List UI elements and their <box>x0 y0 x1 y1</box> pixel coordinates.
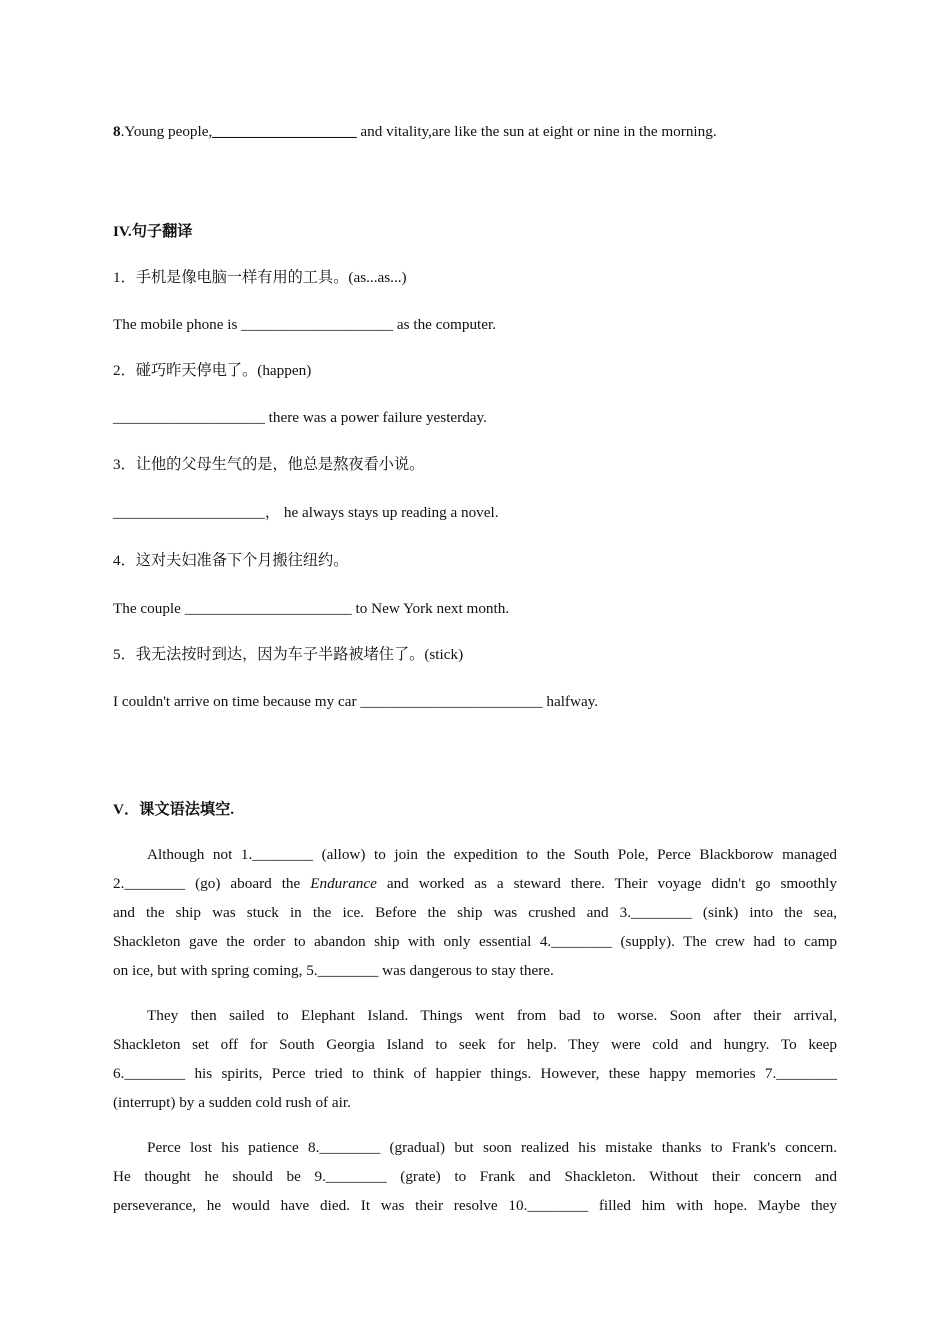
translation-prompt-3: 3．让他的父母生气的是，他总是熬夜看小说。 <box>113 456 425 473</box>
translation-answer-1[interactable]: The mobile phone is ____________________ as the computer. <box>113 316 497 333</box>
translation-prompt-4: 4．这对夫妇准备下个月搬往纽约。 <box>113 552 349 569</box>
translation-answer-4[interactable]: The couple ______________________ to New York next month. <box>113 600 510 617</box>
passage-p1-line2: 2.________ (go) aboard the Endurance and worked as a steward there. Their voyage didn't go smoothly <box>113 875 837 892</box>
passage-p1-line5: on ice, but with spring coming, 5.________ was dangerous to stay there. <box>113 962 554 979</box>
passage-p3-line1: Perce lost his patience 8.________ (gradual) but soon realized his mistake thanks to Frank's concern. <box>147 1139 837 1156</box>
question-number: 8 <box>113 123 121 140</box>
translation-answer-5[interactable]: I couldn't arrive on time because my car ________________________ halfway. <box>113 693 599 710</box>
ship-name: Endurance <box>310 875 377 892</box>
passage-p2-line3: 6.________ his spirits, Perce tried to think of happier things. However, these happy memories 7.________ <box>113 1065 837 1082</box>
translation-prompt-1: 1．手机是像电脑一样有用的工具。(as...as...) <box>113 269 407 286</box>
question-text-end: and vitality,are like the sun at eight or nine in the morning. <box>356 123 717 140</box>
translation-prompt-5: 5．我无法按时到达，因为车子半路被堵住了。(stick) <box>113 646 464 663</box>
passage-p2-line4: (interrupt) by a sudden cold rush of air. <box>113 1094 351 1111</box>
passage-p2-line2: Shackleton set off for South Georgia Island to seek for help. They were cold and hungry. To keep <box>113 1036 837 1053</box>
translation-prompt-2: 2．碰巧昨天停电了。(happen) <box>113 362 312 379</box>
passage-p2-line1: They then sailed to Elephant Island. Things went from bad to worse. Soon after their arrival, <box>147 1007 837 1024</box>
passage-p3-line2: He thought he should be 9.________ (grate) to Frank and Shackleton. Without their concern and <box>113 1168 837 1185</box>
answer-blank[interactable]: ___________________ <box>212 123 357 140</box>
section-5-title: V．课文语法填空. <box>113 801 235 818</box>
passage-p3-line3: perseverance, he would have died. It was their resolve 10.________ filled him with hope. Maybe they <box>113 1197 837 1214</box>
passage-p1-line3: and the ship was stuck in the ice. Before the ship was crushed and 3.________ (sink) into the sea, <box>113 904 837 921</box>
question-text-start: .Young people, <box>120 123 213 140</box>
translation-answer-3[interactable]: ____________________， he always stays up reading a novel. <box>113 504 499 521</box>
translation-answer-2[interactable]: ____________________ there was a power failure yesterday. <box>113 409 487 426</box>
passage-p1-line4: Shackleton gave the order to abandon ship with only essential 4.________ (supply). The crew had to camp <box>113 933 837 950</box>
question-8 <box>113 122 717 142</box>
passage-p1-line1: Although not 1.________ (allow) to join the expedition to the South Pole, Perce Blackborow managed <box>147 846 837 863</box>
section-4-title: IV.句子翻译 <box>113 223 193 240</box>
